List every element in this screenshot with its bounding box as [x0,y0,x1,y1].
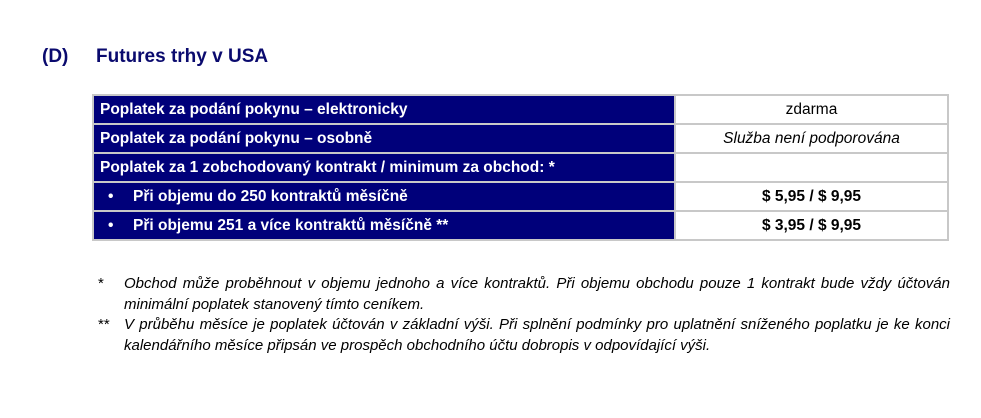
footnote-mark: * [98,275,104,292]
fee-value-personal: Služba není podporována [675,124,948,153]
footnote-mark: ** [98,316,110,333]
tier-1-text: Při objemu do 250 kontraktů měsíčně [133,188,408,205]
bullet-icon: • [108,217,114,234]
fee-value-tier-1: $ 5,95 / $ 9,95 [675,182,948,211]
fee-value-electronic: zdarma [675,95,948,124]
section-title: Futures trhy v USA [96,46,269,67]
fee-label-per-contract: Poplatek za 1 zobchodovaný kontrakt / minimum za obchod: * [93,153,675,182]
table-row [93,182,948,211]
footnote-text: Obchod může proběhnout v objemu jednoho a více kontraktů. Při objemu obchodu pouze 1 kontrakt bude vždy účtován minimální poplatek stanovený tímto ceníkem. [124,275,950,313]
table-row [93,153,948,182]
bullet-icon: • [108,188,114,205]
table-row [93,124,948,153]
fee-label-tier-1 [93,182,675,211]
section-letter: (D) [42,46,69,67]
fee-label-tier-2 [93,211,675,240]
footnote [98,315,950,356]
fee-table [92,94,949,241]
footnotes [98,274,950,356]
fee-value-tier-2: $ 3,95 / $ 9,95 [675,211,948,240]
table-row [93,211,948,240]
fee-label-electronic: Poplatek za podání pokynu – elektronicky [93,95,675,124]
fee-label-personal: Poplatek za podání pokynu – osobně [93,124,675,153]
tier-2-text: Při objemu 251 a více kontraktů měsíčně ** [133,217,449,234]
footnote [98,274,950,315]
table-row [93,95,948,124]
footnote-text: V průběhu měsíce je poplatek účtován v základní výši. Při splnění podmínky pro uplatnění sníženého poplatku je ke konci kalendářního měsíce připsán ve prospěch obchodního účtu dobropis v odpovídající výši. [124,316,950,354]
fee-value-per-contract [675,153,948,182]
section-heading [42,44,268,70]
